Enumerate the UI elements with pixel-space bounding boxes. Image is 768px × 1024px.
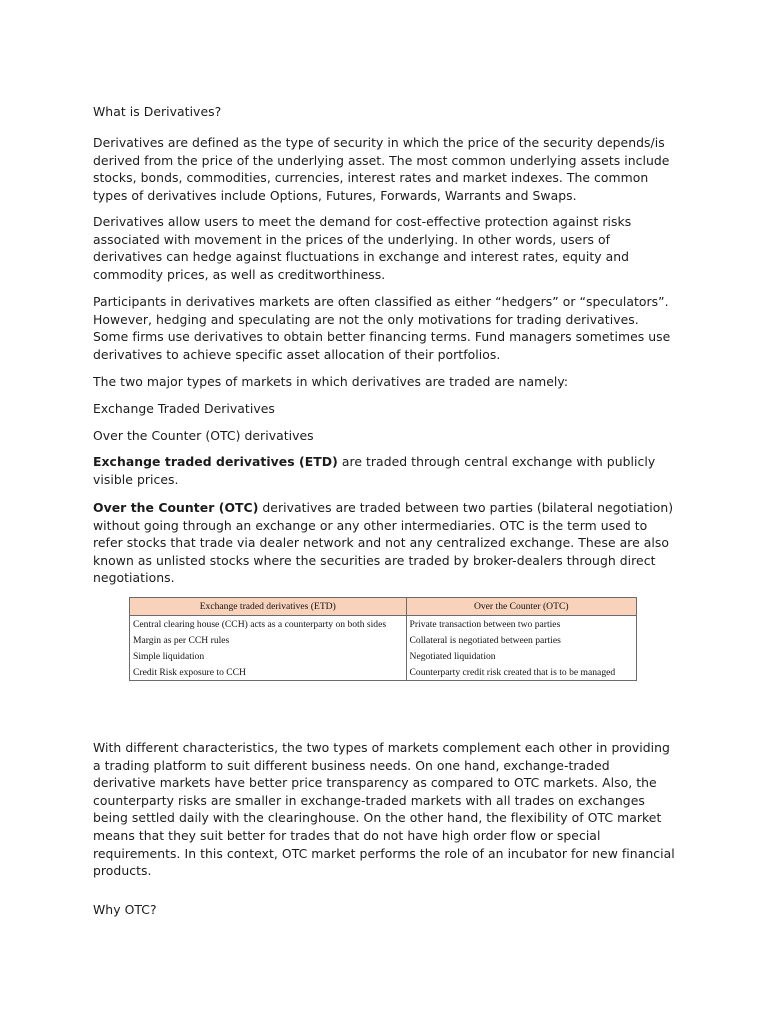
table-row xyxy=(130,664,637,681)
table-row xyxy=(130,648,637,664)
paragraph-otc xyxy=(93,499,675,587)
comparison-table-image xyxy=(129,597,637,685)
list-item-otc: Over the Counter (OTC) derivatives xyxy=(93,428,314,443)
table-row xyxy=(130,632,637,648)
etd-term: Exchange traded derivatives (ETD) xyxy=(93,454,338,469)
table-header-otc: Over the Counter (OTC) xyxy=(406,598,636,616)
paragraph-participants: Participants in derivatives markets are often classified as either “hedgers” or “speculators”. However, hedging and speculating are not the only motivations for trading derivatives. Some firms use derivatives to obtain better financing terms. Fund managers sometimes use derivatives to achieve specific asset allocation of their portfolios. xyxy=(93,294,671,362)
table-cell: Collateral is negotiated between parties xyxy=(406,632,636,648)
otc-term: Over the Counter (OTC) xyxy=(93,500,259,515)
table-header-row xyxy=(130,598,637,616)
list-item-etd: Exchange Traded Derivatives xyxy=(93,401,275,416)
document-heading: What is Derivatives? xyxy=(93,104,222,119)
comparison-table xyxy=(129,597,637,681)
table-cell: Counterparty credit risk created that is to be managed xyxy=(406,664,636,681)
table-cell: Private transaction between two parties xyxy=(406,616,636,633)
table-cell: Margin as per CCH rules xyxy=(130,632,407,648)
table-row xyxy=(130,616,637,633)
paragraph-complement: With different characteristics, the two types of markets complement each other in providing a trading platform to suit different business needs. On one hand, exchange-traded derivative markets have better price transparency as compared to OTC markets. Also, the counterparty risks are smaller in exchange-traded markets with all trades on exchanges being settled daily with the clearinghouse. On the other hand, the flexibility of OTC market means that they suit better for trades that do not have high order flow or special requirements. In this context, OTC market performs the role of an incubator for new financial products. xyxy=(93,740,675,879)
paragraph-hedging: Derivatives allow users to meet the demand for cost-effective protection against risks associated with movement in the prices of the underlying. In other words, users of derivatives can hedge against fluctuations in exchange and interest rates, equity and commodity prices, as well as creditworthiness. xyxy=(93,214,632,282)
table-cell: Credit Risk exposure to CCH xyxy=(130,664,407,681)
paragraph-market-types-intro: The two major types of markets in which derivatives are traded are namely: xyxy=(93,374,569,389)
table-cell: Central clearing house (CCH) acts as a counterparty on both sides xyxy=(130,616,407,633)
paragraph-definition: Derivatives are defined as the type of security in which the price of the security depends/is derived from the price of the underlying asset. The most common underlying assets include stocks, bonds, commodities, currencies, interest rates and market indexes. The common types of derivatives include Options, Futures, Forwards, Warrants and Swaps. xyxy=(93,135,670,203)
table-cell: Negotiated liquidation xyxy=(406,648,636,664)
section-heading-why-otc: Why OTC? xyxy=(93,902,157,917)
paragraph-etd xyxy=(93,453,675,488)
table-header-etd: Exchange traded derivatives (ETD) xyxy=(130,598,407,616)
etd-description: are traded through central exchange with publicly visible prices. xyxy=(93,454,656,487)
otc-description: derivatives are traded between two parties (bilateral negotiation) without going through an exchange or any other intermediaries. OTC is the term used to refer stocks that trade via dealer network and not any centralized exchange. These are also known as unlisted stocks where the securities are traded by broker-dealers through direct negotiations. xyxy=(93,500,674,586)
table-cell: Simple liquidation xyxy=(130,648,407,664)
